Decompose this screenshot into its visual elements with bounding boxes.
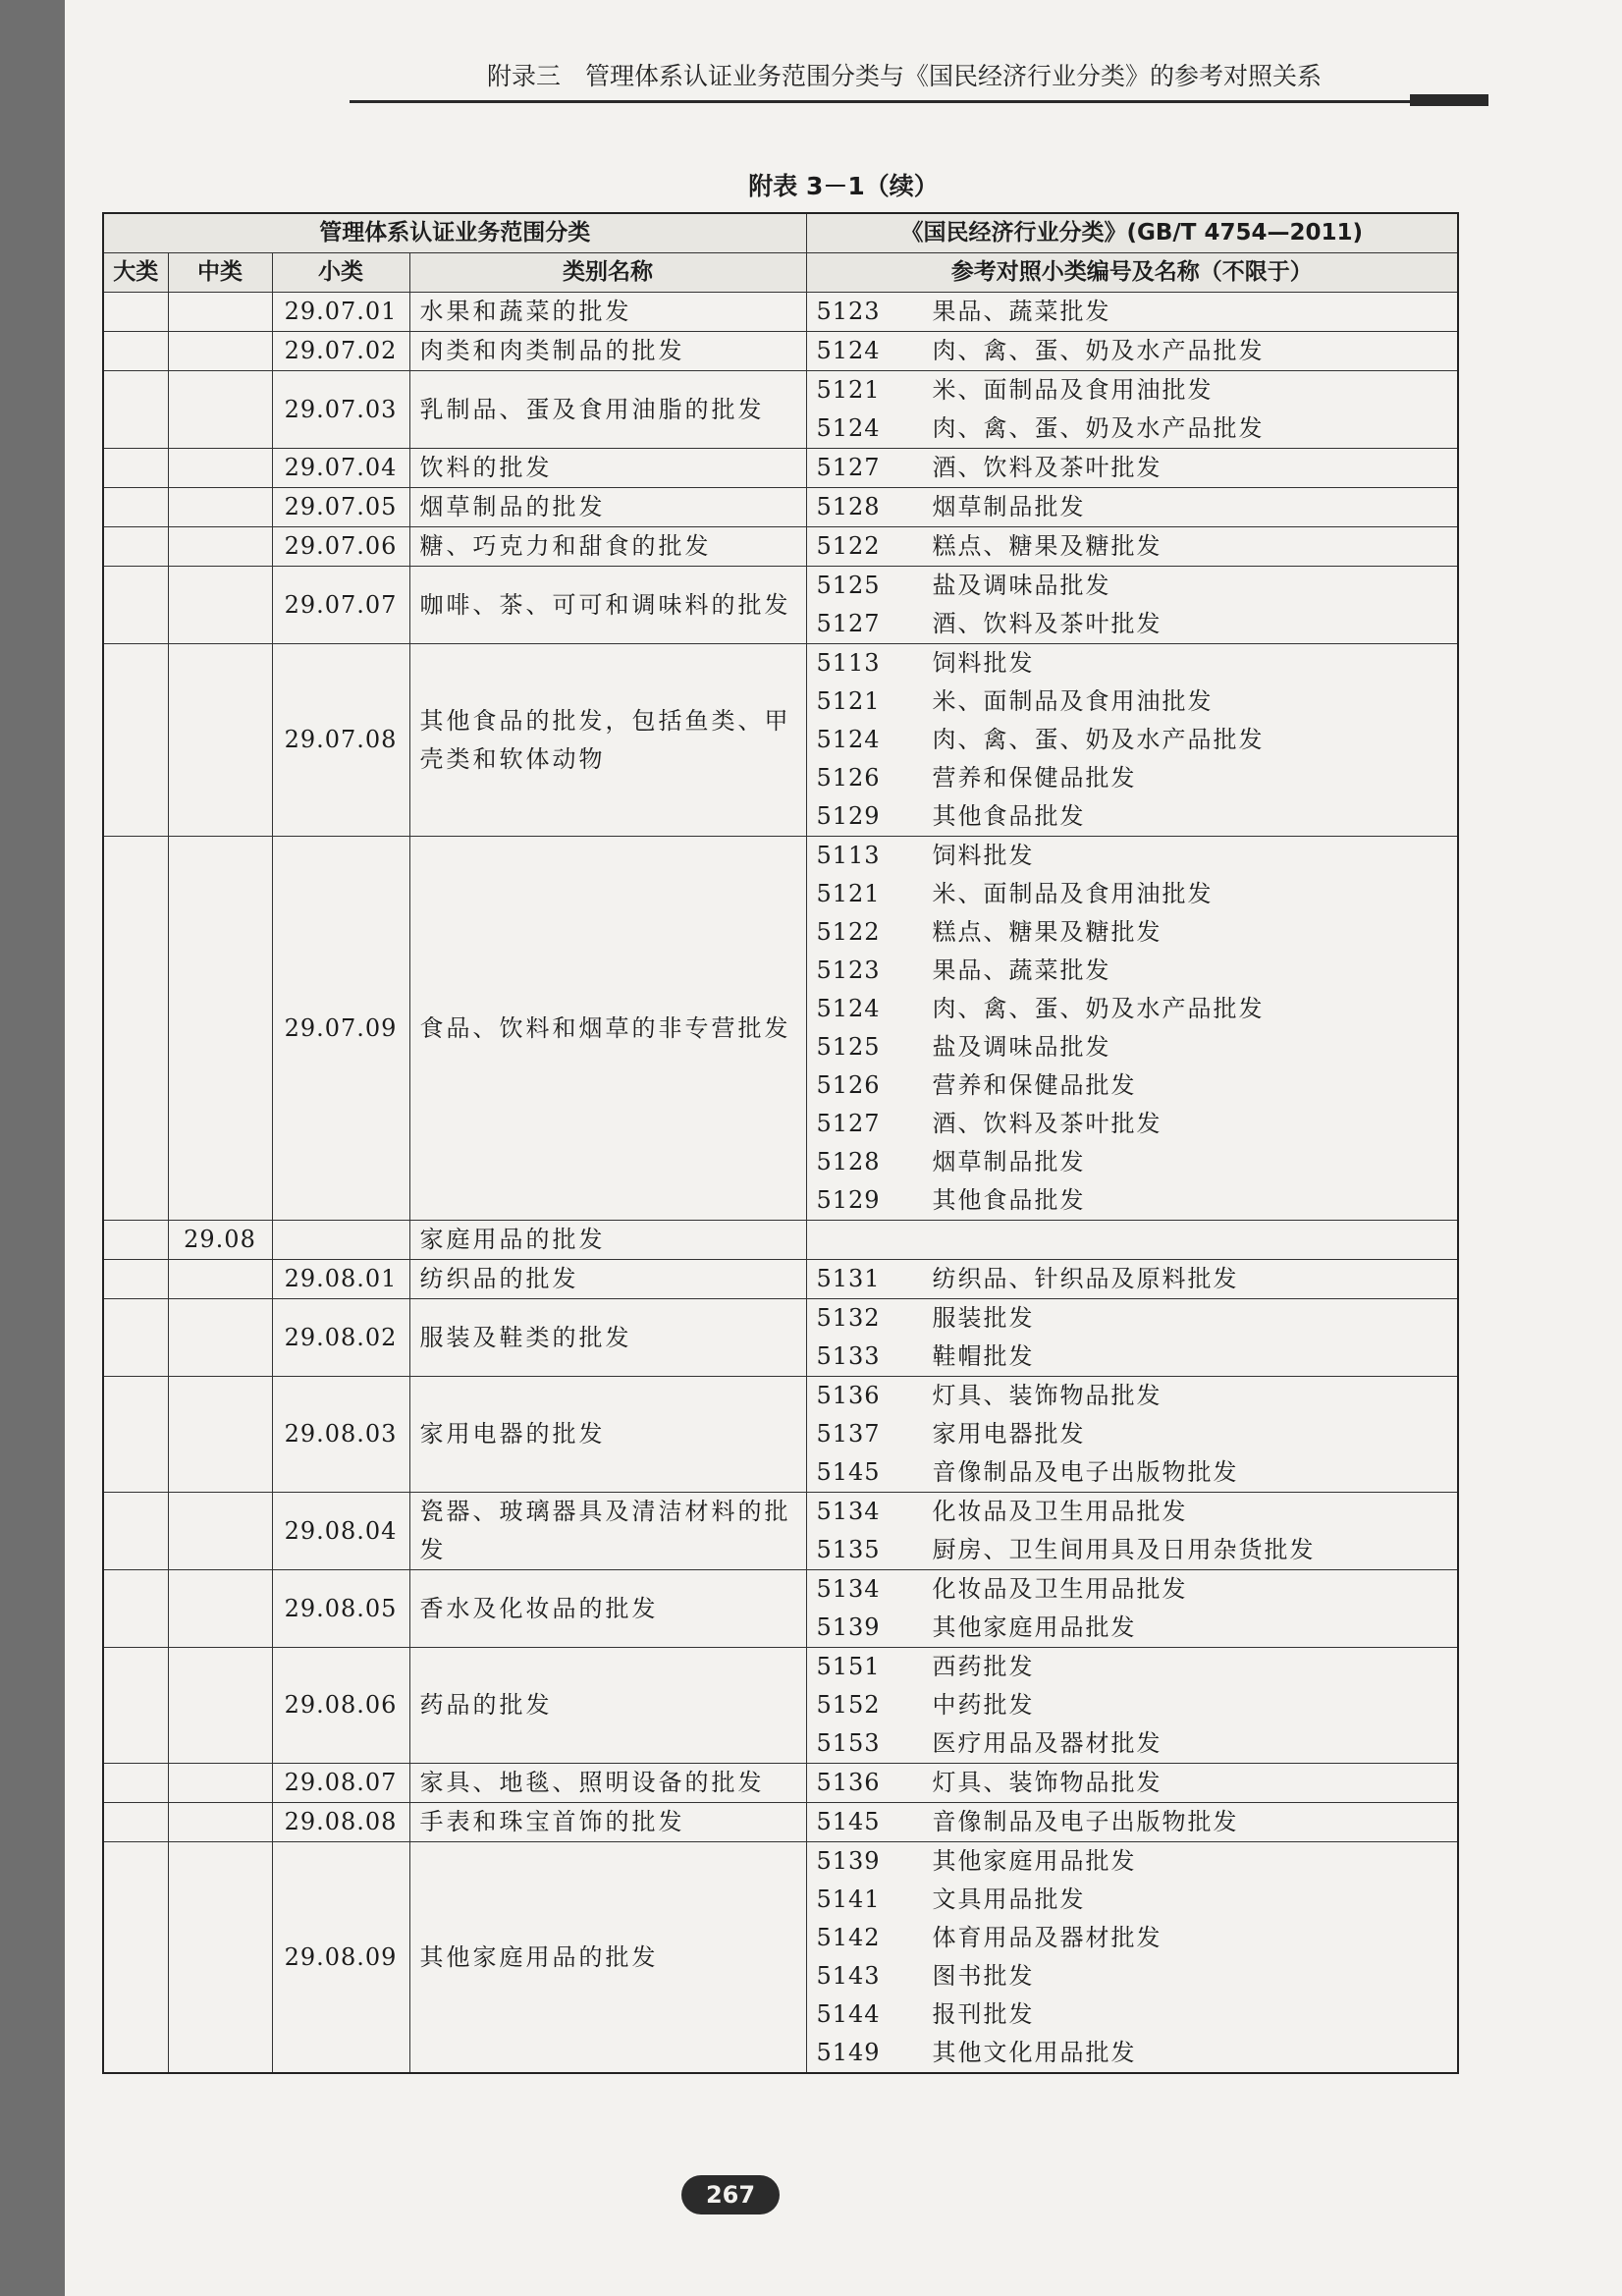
major-cell [103, 488, 168, 527]
reference-name: 服装批发 [932, 1304, 1035, 1332]
col-header-name: 类别名称 [409, 253, 806, 293]
reference-name: 音像制品及电子出版物批发 [932, 1808, 1239, 1835]
reference-code: 5136 [816, 1769, 881, 1796]
reference-item [817, 759, 1448, 797]
major-cell [103, 1221, 168, 1260]
mid-code-cell [168, 1764, 272, 1803]
reference-item [817, 527, 1448, 566]
major-cell [103, 1260, 168, 1299]
major-cell [103, 1493, 168, 1570]
reference-code: 5131 [816, 1265, 881, 1292]
reference-code: 5127 [816, 454, 881, 481]
major-cell [103, 371, 168, 449]
reference-item [817, 1453, 1448, 1492]
reference-cell [806, 1803, 1458, 1842]
reference-name: 其他家庭用品批发 [932, 1847, 1137, 1875]
reference-name: 肉、禽、蛋、奶及水产品批发 [932, 995, 1265, 1022]
major-cell [103, 449, 168, 488]
reference-code: 5133 [816, 1342, 881, 1370]
category-name-cell: 纺织品的批发 [409, 1260, 806, 1299]
major-cell [103, 1648, 168, 1764]
reference-code: 5126 [816, 764, 881, 792]
major-cell [103, 293, 168, 332]
book-page [65, 0, 1622, 2296]
mid-code-cell [168, 1842, 272, 2074]
reference-name: 米、面制品及食用油批发 [932, 687, 1214, 715]
reference-item [817, 1919, 1448, 1957]
reference-name: 果品、蔬菜批发 [932, 957, 1111, 984]
group-header-left: 管理体系认证业务范围分类 [103, 213, 806, 253]
reference-item [817, 1724, 1448, 1763]
category-name-cell: 肉类和肉类制品的批发 [409, 332, 806, 371]
reference-name: 灯具、装饰物品批发 [932, 1382, 1162, 1409]
category-name-cell: 饮料的批发 [409, 449, 806, 488]
col-header-minor: 小类 [272, 253, 409, 293]
reference-name: 体育用品及器材批发 [932, 1924, 1162, 1951]
reference-item [817, 1260, 1448, 1298]
reference-item [817, 1493, 1448, 1531]
mid-code-cell [168, 1493, 272, 1570]
col-header-major: 大类 [103, 253, 168, 293]
reference-code: 5151 [816, 1653, 881, 1680]
reference-code: 5145 [816, 1808, 881, 1835]
major-cell [103, 644, 168, 837]
reference-code: 5125 [816, 572, 881, 599]
mid-code-cell [168, 1803, 272, 1842]
reference-name: 酒、饮料及茶叶批发 [932, 1110, 1162, 1137]
major-cell [103, 1764, 168, 1803]
minor-code-cell: 29.07.04 [272, 449, 409, 488]
reference-cell [806, 1493, 1458, 1570]
mid-code-cell [168, 1299, 272, 1377]
category-name-cell: 其他家庭用品的批发 [409, 1842, 806, 2074]
minor-code-cell: 29.07.01 [272, 293, 409, 332]
reference-name: 酒、饮料及茶叶批发 [932, 454, 1162, 481]
reference-code: 5152 [816, 1691, 881, 1719]
minor-code-cell: 29.07.05 [272, 488, 409, 527]
reference-cell [806, 1648, 1458, 1764]
reference-name: 营养和保健品批发 [932, 764, 1137, 792]
table-row [103, 371, 1458, 449]
mid-code-cell [168, 332, 272, 371]
reference-cell [806, 1221, 1458, 1260]
reference-name: 烟草制品批发 [932, 1148, 1086, 1175]
reference-code: 5123 [816, 298, 881, 325]
reference-item [817, 1803, 1448, 1841]
category-name-cell: 药品的批发 [409, 1648, 806, 1764]
reference-name: 其他家庭用品批发 [932, 1613, 1137, 1641]
minor-code-cell: 29.08.08 [272, 1803, 409, 1842]
reference-item [817, 488, 1448, 526]
category-name-cell: 瓷器、玻璃器具及清洁材料的批发 [409, 1493, 806, 1570]
reference-cell [806, 527, 1458, 567]
mid-code-cell [168, 567, 272, 644]
minor-code-cell: 29.07.09 [272, 837, 409, 1221]
reference-name: 盐及调味品批发 [932, 572, 1111, 599]
major-cell [103, 567, 168, 644]
reference-cell [806, 567, 1458, 644]
reference-code: 5134 [816, 1575, 881, 1603]
reference-name: 糕点、糖果及糖批发 [932, 918, 1162, 946]
reference-code: 5137 [816, 1420, 881, 1448]
reference-code: 5153 [816, 1729, 881, 1757]
reference-cell [806, 488, 1458, 527]
minor-code-cell: 29.08.07 [272, 1764, 409, 1803]
reference-code: 5139 [816, 1613, 881, 1641]
category-name-cell: 烟草制品的批发 [409, 488, 806, 527]
reference-item [817, 1957, 1448, 1995]
category-name-cell: 水果和蔬菜的批发 [409, 293, 806, 332]
minor-code-cell: 29.07.08 [272, 644, 409, 837]
header-bar [1410, 94, 1488, 106]
reference-item [817, 2034, 1448, 2072]
reference-item [817, 1570, 1448, 1609]
category-name-cell: 食品、饮料和烟草的非专营批发 [409, 837, 806, 1221]
major-cell [103, 332, 168, 371]
reference-name: 果品、蔬菜批发 [932, 298, 1111, 325]
reference-item [817, 683, 1448, 721]
header-rule [350, 100, 1469, 103]
reference-code: 5113 [816, 842, 881, 869]
reference-name: 酒、饮料及茶叶批发 [932, 610, 1162, 637]
running-header: 附录三 管理体系认证业务范围分类与《国民经济行业分类》的参考对照关系 [487, 62, 1323, 90]
reference-item [817, 1531, 1448, 1569]
minor-code-cell [272, 1221, 409, 1260]
reference-name: 报刊批发 [932, 2000, 1035, 2028]
table-row [103, 1764, 1458, 1803]
reference-code: 5143 [816, 1962, 881, 1990]
table-row [103, 644, 1458, 837]
category-name-cell: 香水及化妆品的批发 [409, 1570, 806, 1648]
reference-cell [806, 293, 1458, 332]
table-row [103, 837, 1458, 1221]
reference-code: 5139 [816, 1847, 881, 1875]
reference-code: 5122 [816, 918, 881, 946]
reference-name: 文具用品批发 [932, 1886, 1086, 1913]
major-cell [103, 1803, 168, 1842]
reference-code: 5135 [816, 1536, 881, 1563]
column-header-row [103, 253, 1458, 293]
reference-item [817, 875, 1448, 913]
reference-item [817, 1881, 1448, 1919]
table-row [103, 1803, 1458, 1842]
minor-code-cell: 29.08.01 [272, 1260, 409, 1299]
reference-item [817, 1181, 1448, 1220]
reference-code: 5144 [816, 2000, 881, 2028]
reference-item [817, 837, 1448, 875]
reference-name: 化妆品及卫生用品批发 [932, 1498, 1188, 1525]
reference-item [817, 1066, 1448, 1105]
reference-code: 5127 [816, 610, 881, 637]
reference-name: 图书批发 [932, 1962, 1035, 1990]
reference-code: 5121 [816, 880, 881, 907]
reference-item [817, 332, 1448, 370]
table-row [103, 527, 1458, 567]
category-name-cell: 咖啡、茶、可可和调味料的批发 [409, 567, 806, 644]
reference-cell [806, 371, 1458, 449]
major-cell [103, 837, 168, 1221]
category-name-cell: 家具、地毯、照明设备的批发 [409, 1764, 806, 1803]
page-number: 267 [681, 2175, 780, 2214]
reference-name: 灯具、装饰物品批发 [932, 1769, 1162, 1796]
table-row [103, 1648, 1458, 1764]
reference-item [817, 1415, 1448, 1453]
reference-code: 5124 [816, 726, 881, 753]
mid-code-cell [168, 488, 272, 527]
reference-name: 其他文化用品批发 [932, 2039, 1137, 2066]
table-row [103, 567, 1458, 644]
reference-cell [806, 449, 1458, 488]
reference-code: 5121 [816, 376, 881, 404]
mid-code-cell [168, 1377, 272, 1493]
table-row [103, 1570, 1458, 1648]
minor-code-cell: 29.08.04 [272, 1493, 409, 1570]
reference-name: 其他食品批发 [932, 802, 1086, 830]
table-row [103, 449, 1458, 488]
minor-code-cell: 29.07.06 [272, 527, 409, 567]
category-name-cell: 乳制品、蛋及食用油脂的批发 [409, 371, 806, 449]
minor-code-cell: 29.08.03 [272, 1377, 409, 1493]
major-cell [103, 1842, 168, 2074]
reference-name: 化妆品及卫生用品批发 [932, 1575, 1188, 1603]
reference-item [817, 410, 1448, 448]
reference-code: 5145 [816, 1458, 881, 1486]
reference-name: 米、面制品及食用油批发 [932, 880, 1214, 907]
category-name-cell: 服装及鞋类的批发 [409, 1299, 806, 1377]
reference-item [817, 1338, 1448, 1376]
category-name-cell: 糖、巧克力和甜食的批发 [409, 527, 806, 567]
major-cell [103, 527, 168, 567]
reference-cell [806, 1570, 1458, 1648]
reference-item [817, 371, 1448, 410]
reference-cell [806, 332, 1458, 371]
mid-code-cell [168, 527, 272, 567]
reference-name: 其他食品批发 [932, 1186, 1086, 1214]
reference-item [817, 913, 1448, 952]
table-row [103, 1299, 1458, 1377]
category-name-cell: 手表和珠宝首饰的批发 [409, 1803, 806, 1842]
major-cell [103, 1377, 168, 1493]
reference-cell [806, 1260, 1458, 1299]
table-row [103, 1260, 1458, 1299]
reference-name: 肉、禽、蛋、奶及水产品批发 [932, 414, 1265, 442]
mid-code-cell [168, 1570, 272, 1648]
reference-code: 5127 [816, 1110, 881, 1137]
reference-cell [806, 644, 1458, 837]
reference-name: 音像制品及电子出版物批发 [932, 1458, 1239, 1486]
mid-code-cell: 29.08 [168, 1221, 272, 1260]
mid-code-cell [168, 1260, 272, 1299]
reference-item [817, 1105, 1448, 1143]
reference-code: 5124 [816, 337, 881, 364]
reference-code: 5113 [816, 649, 881, 677]
reference-name: 医疗用品及器材批发 [932, 1729, 1162, 1757]
reference-name: 米、面制品及食用油批发 [932, 376, 1214, 404]
reference-code: 5124 [816, 414, 881, 442]
reference-item [817, 990, 1448, 1028]
col-header-ref: 参考对照小类编号及名称（不限于） [806, 253, 1458, 293]
reference-code: 5122 [816, 532, 881, 560]
mid-code-cell [168, 293, 272, 332]
reference-code: 5124 [816, 995, 881, 1022]
minor-code-cell: 29.08.02 [272, 1299, 409, 1377]
reference-item [817, 1028, 1448, 1066]
reference-item [817, 1648, 1448, 1686]
reference-item [817, 721, 1448, 759]
reference-item [817, 1377, 1448, 1415]
group-header-right: 《国民经济行业分类》(GB/T 4754—2011) [806, 213, 1458, 253]
reference-item [817, 1299, 1448, 1338]
group-header-row [103, 213, 1458, 253]
reference-cell [806, 1764, 1458, 1803]
reference-name: 厨房、卫生间用具及日用杂货批发 [932, 1536, 1316, 1563]
reference-cell [806, 1299, 1458, 1377]
reference-code: 5128 [816, 493, 881, 520]
reference-name: 中药批发 [932, 1691, 1035, 1719]
reference-code: 5125 [816, 1033, 881, 1061]
minor-code-cell: 29.08.05 [272, 1570, 409, 1648]
col-header-mid: 中类 [168, 253, 272, 293]
reference-code: 5129 [816, 1186, 881, 1214]
mid-code-cell [168, 837, 272, 1221]
reference-name: 盐及调味品批发 [932, 1033, 1111, 1061]
table-row [103, 488, 1458, 527]
reference-item [817, 567, 1448, 605]
reference-name: 家用电器批发 [932, 1420, 1086, 1448]
reference-name: 西药批发 [932, 1653, 1035, 1680]
reference-code: 5141 [816, 1886, 881, 1913]
reference-code: 5128 [816, 1148, 881, 1175]
reference-item [817, 1995, 1448, 2034]
minor-code-cell: 29.07.03 [272, 371, 409, 449]
reference-item [817, 644, 1448, 683]
reference-code: 5134 [816, 1498, 881, 1525]
classification-table [102, 212, 1459, 2074]
reference-name: 饲料批发 [932, 649, 1035, 677]
reference-code: 5129 [816, 802, 881, 830]
reference-cell [806, 1842, 1458, 2074]
reference-code: 5123 [816, 957, 881, 984]
minor-code-cell: 29.08.09 [272, 1842, 409, 2074]
reference-name: 营养和保健品批发 [932, 1071, 1137, 1099]
reference-code: 5121 [816, 687, 881, 715]
table-row [103, 293, 1458, 332]
reference-item [817, 605, 1448, 643]
major-cell [103, 1570, 168, 1648]
reference-code: 5142 [816, 1924, 881, 1951]
table-title: 附表 3－1（续） [748, 172, 939, 200]
minor-code-cell: 29.08.06 [272, 1648, 409, 1764]
reference-item [817, 1609, 1448, 1647]
mid-code-cell [168, 371, 272, 449]
minor-code-cell: 29.07.02 [272, 332, 409, 371]
table-row [103, 1493, 1458, 1570]
reference-code: 5126 [816, 1071, 881, 1099]
reference-item [817, 449, 1448, 487]
reference-item [817, 797, 1448, 836]
major-cell [103, 1299, 168, 1377]
reference-item [817, 952, 1448, 990]
reference-item [817, 1764, 1448, 1802]
category-name-cell: 其他食品的批发，包括鱼类、甲壳类和软体动物 [409, 644, 806, 837]
reference-code: 5149 [816, 2039, 881, 2066]
reference-name: 糕点、糖果及糖批发 [932, 532, 1162, 560]
reference-cell [806, 837, 1458, 1221]
reference-name: 肉、禽、蛋、奶及水产品批发 [932, 337, 1265, 364]
reference-item [817, 293, 1448, 331]
reference-item [817, 1686, 1448, 1724]
mid-code-cell [168, 449, 272, 488]
reference-name: 烟草制品批发 [932, 493, 1086, 520]
category-name-cell: 家用电器的批发 [409, 1377, 806, 1493]
table-body [103, 293, 1458, 2074]
reference-name: 饲料批发 [932, 842, 1035, 869]
reference-item [817, 1842, 1448, 1881]
table-row [103, 332, 1458, 371]
reference-code: 5132 [816, 1304, 881, 1332]
table-row [103, 1377, 1458, 1493]
reference-cell [806, 1377, 1458, 1493]
mid-code-cell [168, 644, 272, 837]
reference-code: 5136 [816, 1382, 881, 1409]
minor-code-cell: 29.07.07 [272, 567, 409, 644]
reference-name: 纺织品、针织品及原料批发 [932, 1265, 1239, 1292]
table-row [103, 1842, 1458, 2074]
category-name-cell: 家庭用品的批发 [409, 1221, 806, 1260]
mid-code-cell [168, 1648, 272, 1764]
reference-name: 肉、禽、蛋、奶及水产品批发 [932, 726, 1265, 753]
reference-item [817, 1143, 1448, 1181]
reference-name: 鞋帽批发 [932, 1342, 1035, 1370]
table-row [103, 1221, 1458, 1260]
